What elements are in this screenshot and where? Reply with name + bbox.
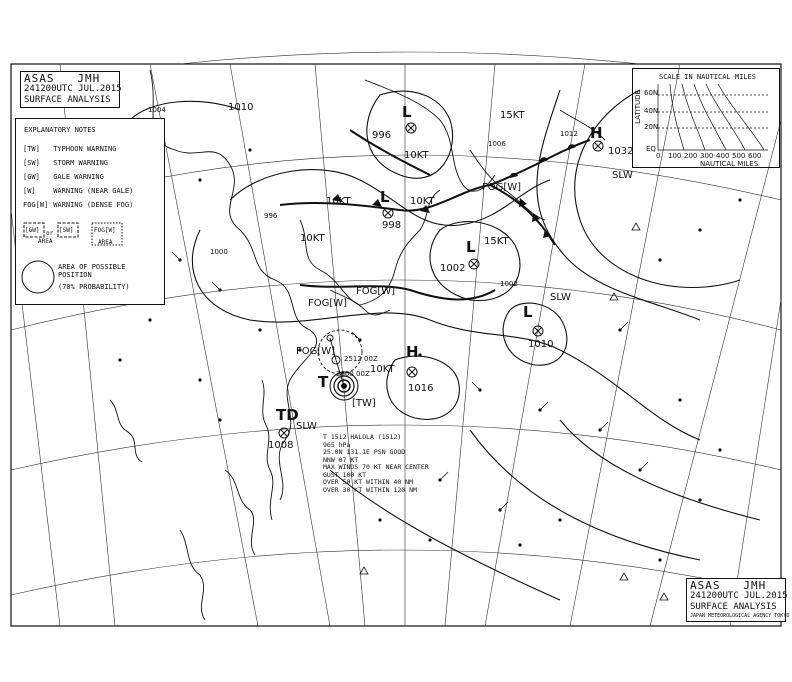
office-code: JMH	[77, 72, 101, 85]
speed-label: 10KT	[326, 196, 351, 207]
nm-tick: 500	[732, 152, 746, 160]
typhoon-info-line: OVER 50 KT WITHIN 40 NM	[323, 478, 414, 486]
isobar-label: 1002	[500, 280, 518, 288]
area-word-fog: AREA	[98, 239, 113, 246]
header-top-left	[20, 71, 120, 108]
forecast-time: 2512 00Z	[344, 355, 378, 363]
td-pressure-value: 1008	[268, 440, 294, 451]
high-pressure-value: 1032	[608, 146, 634, 157]
area-word: AREA	[38, 238, 53, 245]
datetime: 241200UTC JUL.2015	[24, 84, 122, 94]
fog-warning: FOG[W]	[482, 182, 522, 193]
legend-item: [SW] STORM WARNING	[23, 159, 109, 167]
legend-item: FOG[W] WARNING (DENSE FOG)	[23, 201, 134, 209]
header-bottom-right	[686, 578, 790, 622]
datetime-br: 241200UTC JUL.2015	[690, 591, 788, 601]
typhoon-info-line: 965 hPa	[323, 440, 351, 449]
legend-item: [W] WARNING (NEAR GALE)	[23, 187, 134, 195]
nm-tick: 200	[684, 152, 698, 160]
typhoon-info	[323, 434, 429, 494]
speed-label: 10KT	[300, 233, 325, 244]
isobar-label: 1004	[148, 106, 166, 114]
isobar-label: 996	[264, 212, 278, 220]
slw-label: SLW	[296, 421, 317, 432]
scale-y-label: LATITUDE	[634, 90, 642, 124]
nm-tick: 400	[716, 152, 730, 160]
high-center-label: H	[590, 124, 603, 142]
typhoon-info-line: OVER 30 KT WITHIN 120 NM	[323, 485, 417, 494]
legend-title: EXPLANATORY NOTES	[24, 126, 96, 134]
isobar-label: 1006	[488, 140, 506, 148]
chart-type: SURFACE ANALYSIS	[24, 95, 111, 105]
td-center-label: TD	[276, 406, 299, 424]
scale-x-label: NAUTICAL MILES	[700, 160, 759, 168]
typhoon-label: T	[318, 373, 329, 391]
isobar-label: 1010	[228, 102, 254, 113]
speed-label: 15KT	[484, 236, 509, 247]
legend-item: [GW] GALE WARNING	[23, 173, 104, 181]
area-sw: [SW]	[59, 227, 74, 234]
low-pressure-value: 1002	[440, 263, 466, 274]
circle-label-1: AREA OF POSSIBLE	[58, 263, 126, 271]
isobar-label: 1000	[210, 248, 228, 256]
nm-tick: 0	[656, 152, 661, 160]
fog-warning: FOG[W]	[308, 298, 348, 309]
low-center-label: L	[466, 238, 476, 256]
explanatory-notes	[15, 118, 165, 305]
scale-title: SCALE IN NAUTICAL MILES	[659, 73, 756, 81]
lat-tick: 60N	[644, 89, 659, 97]
typhoon-info-line: GUST 100 KT	[323, 470, 367, 479]
agency-full: JAPAN METEOROLOGICAL AGENCY TOKYO	[690, 613, 790, 619]
typhoon-info-line: MAX WINDS 70 KT NEAR CENTER	[323, 463, 429, 471]
lat-tick: EQ	[646, 145, 656, 153]
low-center-label: L	[523, 303, 533, 321]
lat-tick: 40N	[644, 107, 659, 115]
low-center-label: L	[380, 188, 390, 206]
circle-label-3: (70% PROBABILITY)	[58, 283, 130, 291]
low-pressure-value: 1010	[528, 339, 554, 350]
slw-label: SLW	[550, 292, 571, 303]
low-pressure-value: 998	[382, 220, 402, 231]
speed-label: 10KT	[404, 150, 429, 161]
tw-label: [TW]	[352, 398, 376, 409]
typhoon-info-line: 25.0N 131.1E PSN GOOD	[323, 448, 406, 456]
station-plots	[118, 148, 741, 561]
area-gw: [GW]	[25, 227, 40, 234]
nm-tick: 100	[668, 152, 682, 160]
speed-label: 15KT	[500, 110, 525, 121]
agency-code: ASAS	[24, 72, 55, 85]
speed-label: 10KT	[410, 196, 435, 207]
nm-tick: 300	[700, 152, 714, 160]
speed-label: 10KT	[370, 364, 395, 375]
area-or: or	[46, 230, 54, 237]
agency-code-br: ASAS	[690, 579, 721, 592]
circle-label-2: POSITION	[58, 271, 92, 279]
lat-tick: 20N	[644, 123, 659, 131]
typhoon-info-line: T 1512 HALOLA (1512)	[323, 433, 402, 441]
typhoon-info-line: NNW 07 KT	[323, 455, 359, 464]
forecast-time: 2600 00Z	[336, 370, 370, 378]
high-pressure-value: 1016	[408, 383, 434, 394]
nm-tick: 600	[748, 152, 762, 160]
high-center-label: H	[406, 343, 419, 361]
area-fog: FOG[W]	[94, 227, 116, 234]
low-center-label: L	[402, 103, 412, 121]
chart-type-br: SURFACE ANALYSIS	[690, 602, 777, 612]
fog-warning: FOG[W]	[296, 346, 336, 357]
isobar-label: 1012	[560, 130, 578, 138]
low-pressure-value: 996	[372, 130, 392, 141]
fog-warning: FOG[W]	[356, 286, 396, 297]
legend-item: [TW] TYPHOON WARNING	[23, 145, 117, 153]
slw-label: SLW	[612, 170, 633, 181]
office-code-br: JMH	[743, 579, 767, 592]
